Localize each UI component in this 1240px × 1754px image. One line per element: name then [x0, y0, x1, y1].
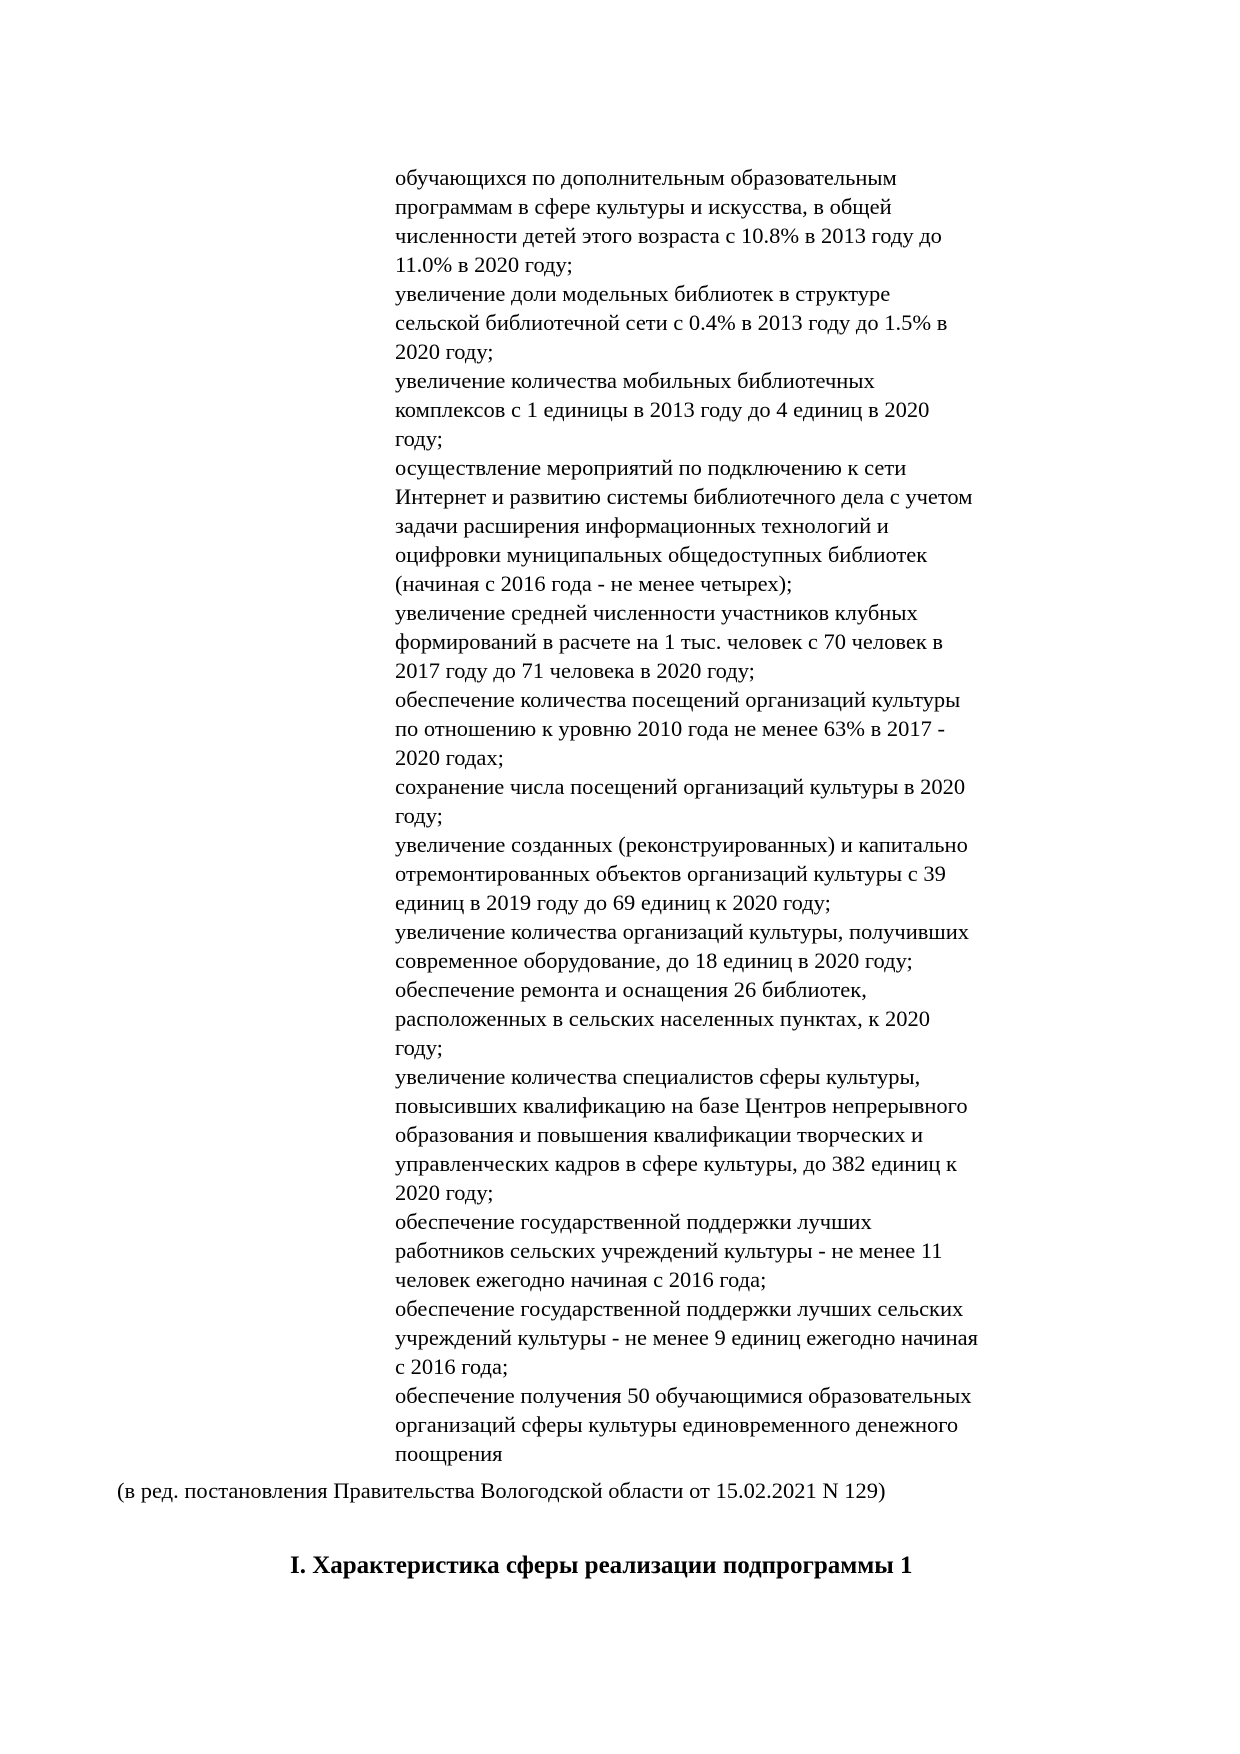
text-line: 11.0% в 2020 году; — [395, 252, 573, 277]
text-line: увеличение средней численности участников клубных — [395, 600, 918, 625]
text-line: Интернет и развитию системы библиотечного дела с учетом — [395, 484, 973, 509]
amendment-note: (в ред. постановления Правительства Вологодской области от 15.02.2021 N 129) — [117, 1478, 886, 1503]
text-line: 2017 году до 71 человека в 2020 году; — [395, 658, 755, 683]
text-line: комплексов с 1 единицы в 2013 году до 4 единиц в 2020 — [395, 397, 930, 422]
text-line: оцифровки муниципальных общедоступных библиотек — [395, 542, 928, 567]
expected-results-text — [395, 163, 1095, 1468]
text-line: формирований в расчете на 1 тыс. человек с 70 человек в — [395, 629, 944, 654]
text-line: по отношению к уровню 2010 года не менее 63% в 2017 - — [395, 716, 945, 741]
text-line: повысивших квалификацию на базе Центров непрерывного — [395, 1093, 968, 1118]
text-line: увеличение количества специалистов сферы культуры, — [395, 1064, 921, 1089]
text-line: организаций сферы культуры единовременного денежного — [395, 1412, 959, 1437]
text-line: 2020 году; — [395, 339, 494, 364]
text-line: задачи расширения информационных технологий и — [395, 513, 889, 538]
text-line: численности детей этого возраста с 10.8% в 2013 году до — [395, 223, 942, 248]
text-line: с 2016 года; — [395, 1354, 509, 1379]
text-line: осуществление мероприятий по подключению к сети — [395, 455, 907, 480]
text-line: увеличение доли модельных библиотек в структуре — [395, 281, 891, 306]
text-line: 2020 году; — [395, 1180, 494, 1205]
text-line: обеспечение государственной поддержки лучших — [395, 1209, 872, 1234]
text-line: управленческих кадров в сфере культуры, до 382 единиц к — [395, 1151, 957, 1176]
text-line: расположенных в сельских населенных пунктах, к 2020 — [395, 1006, 930, 1031]
text-line: обучающихся по дополнительным образовательным — [395, 165, 897, 190]
text-line: увеличение количества организаций культуры, получивших — [395, 919, 970, 944]
text-line: увеличение количества мобильных библиотечных — [395, 368, 875, 393]
text-line: сохранение числа посещений организаций культуры в 2020 — [395, 774, 966, 799]
text-line: сельской библиотечной сети с 0.4% в 2013 году до 1.5% в — [395, 310, 948, 335]
text-line: году; — [395, 1035, 443, 1060]
text-line: образования и повышения квалификации творческих и — [395, 1122, 924, 1147]
text-line: единиц в 2019 году до 69 единиц к 2020 году; — [395, 890, 831, 915]
text-line: программам в сфере культуры и искусства, в общей — [395, 194, 892, 219]
text-line: обеспечение количества посещений организаций культуры — [395, 687, 961, 712]
text-line: году; — [395, 426, 443, 451]
text-line: учреждений культуры - не менее 9 единиц ежегодно начиная — [395, 1325, 978, 1350]
text-line: человек ежегодно начиная с 2016 года; — [395, 1267, 767, 1292]
text-line: поощрения — [395, 1441, 503, 1466]
text-line: обеспечение ремонта и оснащения 26 библиотек, — [395, 977, 867, 1002]
text-line: увеличение созданных (реконструированных) и капитально — [395, 832, 968, 857]
text-line: работников сельских учреждений культуры - не менее 11 — [395, 1238, 943, 1263]
text-line: отремонтированных объектов организаций культуры с 39 — [395, 861, 946, 886]
text-line: обеспечение получения 50 обучающимися образовательных — [395, 1383, 972, 1408]
text-line: году; — [395, 803, 443, 828]
section-heading: I. Характеристика сферы реализации подпрограммы 1 — [290, 1552, 913, 1579]
text-line: обеспечение государственной поддержки лучших сельских — [395, 1296, 964, 1321]
text-line: 2020 годах; — [395, 745, 504, 770]
text-line: современное оборудование, до 18 единиц в 2020 году; — [395, 948, 913, 973]
text-line: (начиная с 2016 года - не менее четырех); — [395, 571, 793, 596]
